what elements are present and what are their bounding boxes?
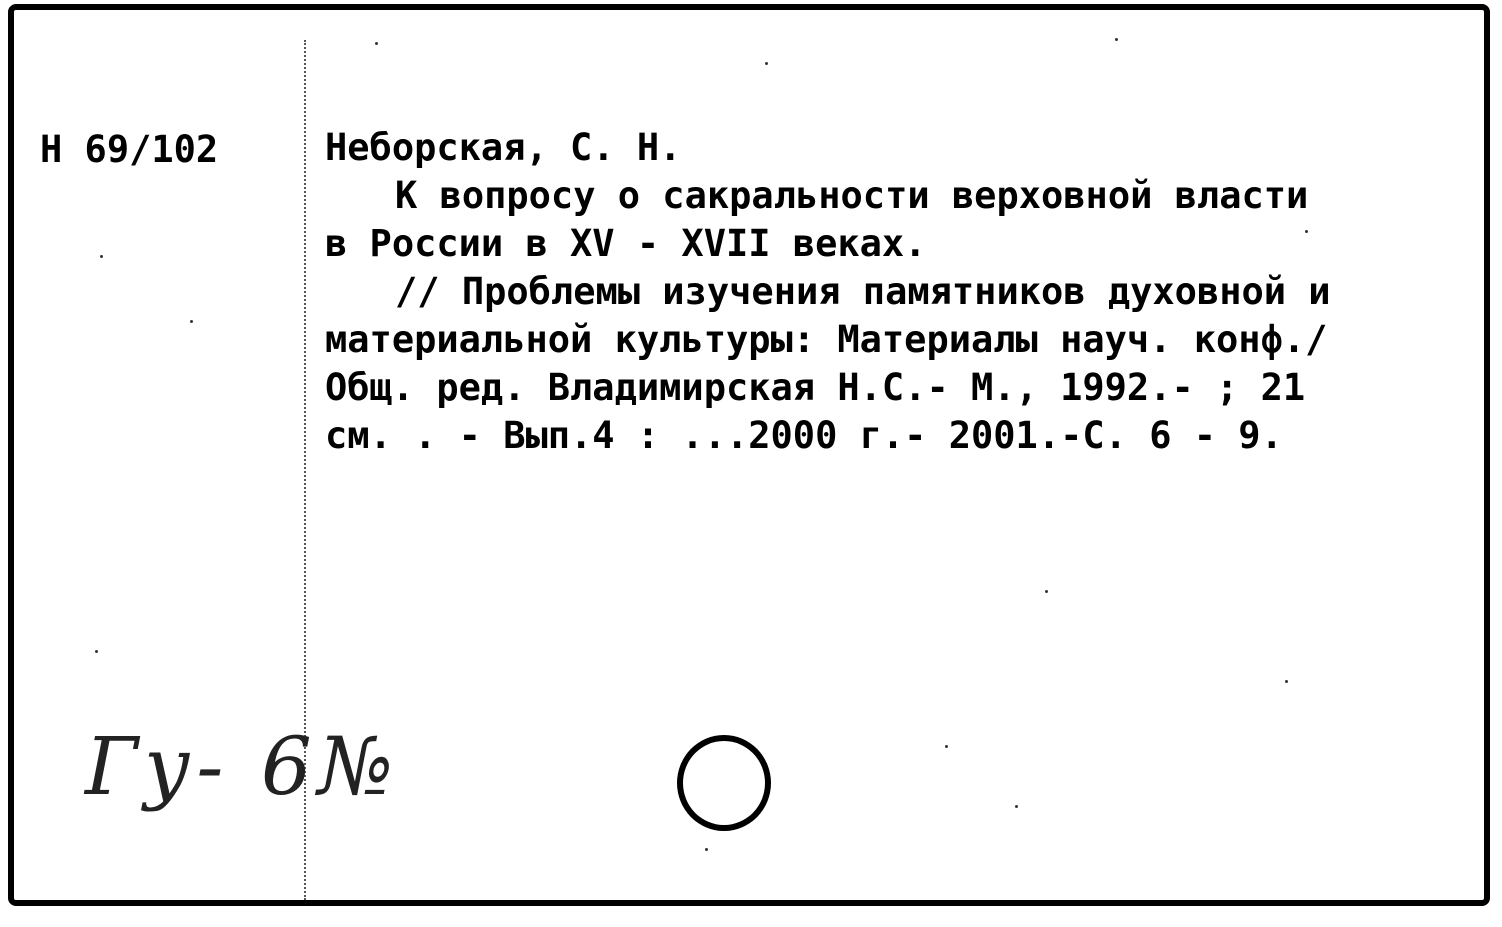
title-line-1: К вопросу о сакральности верховной власти [395,174,1309,217]
ink-speck [95,650,98,653]
ink-speck [1115,38,1118,41]
ink-speck [190,320,193,323]
ink-speck [945,745,948,748]
ink-speck [1045,590,1048,593]
source-line-2: материальной культуры: Материалы науч. конф./ [325,318,1328,361]
ink-speck [100,255,103,258]
ink-speck [1305,230,1308,233]
ink-speck [375,42,378,45]
title-line-2: в России в XV - XVII веках. [325,222,927,265]
source-line-1: // Проблемы изучения памятников духовной и [395,270,1331,313]
author-heading: Неборская, С. Н. [325,126,682,169]
ink-speck [765,62,768,65]
source-line-3: Общ. ред. Владимирская Н.С.- М., 1992.- ; 21 [325,366,1306,409]
shelfmark: Н 69/102 [40,128,219,171]
ink-speck [705,848,708,851]
circle-stamp [677,735,771,831]
handwritten-note: Гу- 6№ [85,720,400,813]
ink-speck [1015,805,1018,808]
ink-speck [1285,680,1288,683]
source-line-4: см. . - Вып.4 : ...2000 г.- 2001.-С. 6 - 9. [325,414,1283,457]
